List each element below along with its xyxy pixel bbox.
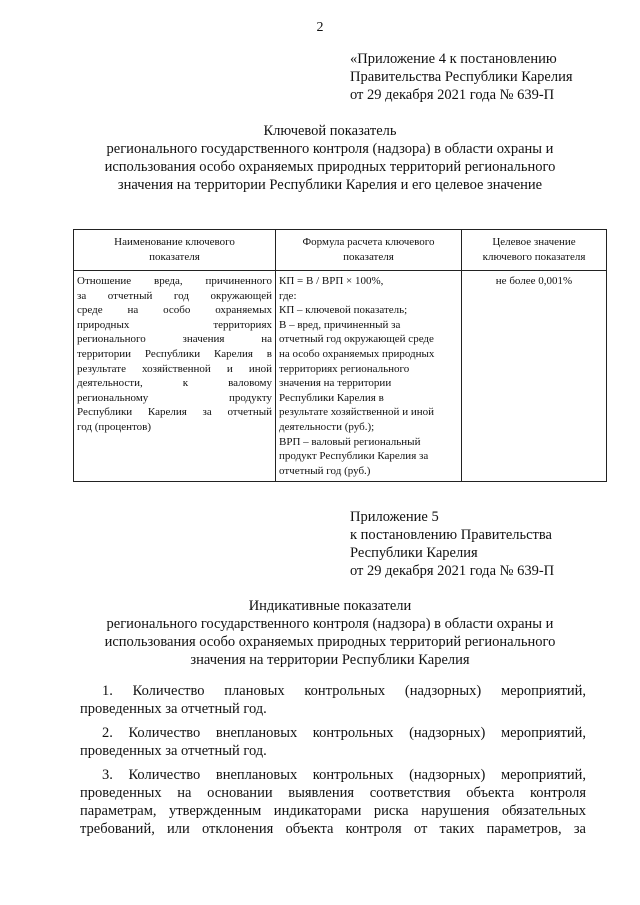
list-item: 1. Количество плановых контрольных (надзорных) мероприятий, проведенных за отчетный год. [80, 683, 586, 717]
title-line: Ключевой показатель [263, 123, 397, 139]
appendix-4-line: от 29 декабря 2021 года № 639-П [350, 87, 555, 103]
appendix-4-line: «Приложение 4 к постановлению [350, 51, 557, 67]
list-item: 2. Количество внеплановых контрольных (надзорных) мероприятий, проведенных за отчетный год. [80, 725, 586, 759]
title-line: использования особо охраняемых природных территорий регионального [104, 159, 556, 175]
key-indicator-table [73, 229, 607, 482]
header-indicator-name: Наименование ключевого показателя [74, 230, 276, 271]
appendix-5-line: к постановлению Правительства [350, 527, 552, 543]
indicator-name-cell: Отношение вреда, причиненного за отчетный год окружающей среде на особо охраняемых природных территориях регионального значения на территории Республики Карелия в результате хозяйственной и иной деятельности, к валовому региональному продукту Республики Карелия за отчетный год (процентов) [74, 271, 276, 482]
table-row [74, 271, 607, 482]
title-line: регионального государственного контроля (надзора) в области охраны и [106, 616, 554, 632]
appendix-5-line: Республики Карелия [350, 545, 478, 561]
list-item: 3. Количество внеплановых контрольных (надзорных) мероприятий, проведенных на основании выявления соответствия объекта контроля параметрам, утвержденным индикаторами риска нарушения обязательных требований, или отклонения объекта контроля от таких параметров, за [80, 767, 586, 837]
title-line: значения на территории Республики Карелия [190, 652, 470, 668]
key-indicator-title [60, 122, 600, 194]
appendix-4-line: Правительства Республики Карелия [350, 69, 573, 85]
formula-cell: КП = В / ВРП × 100%, где: КП – ключевой показатель; В – вред, причиненный за отчетный год окружающей среде на особо охраняемых природных территориях регионального значения на территории Республики Карелия в результате хозяйственной и иной деятельности (руб.); ВРП – валовый региональный продукт Республики Карелия за отчетный год (руб.) [276, 271, 462, 482]
header-target-value: Целевое значение ключевого показателя [462, 230, 607, 271]
title-line: значения на территории Республики Карелия и его целевое значение [117, 177, 543, 193]
appendix-4-heading [350, 50, 573, 104]
header-formula: Формула расчета ключевого показателя [276, 230, 462, 271]
indicative-indicators-title [60, 597, 600, 669]
appendix-5-heading [350, 508, 554, 580]
table-header-row [74, 230, 607, 271]
appendix-5-line: Приложение 5 [350, 509, 439, 525]
title-line: регионального государственного контроля (надзора) в области охраны и [106, 141, 554, 157]
target-value-cell: не более 0,001% [462, 271, 607, 482]
appendix-5-line: от 29 декабря 2021 года № 639-П [350, 563, 555, 579]
indicators-list [80, 682, 586, 838]
title-line: Индикативные показатели [248, 598, 412, 614]
title-line: использования особо охраняемых природных территорий регионального [104, 634, 556, 650]
page-number: 2 [316, 20, 324, 35]
